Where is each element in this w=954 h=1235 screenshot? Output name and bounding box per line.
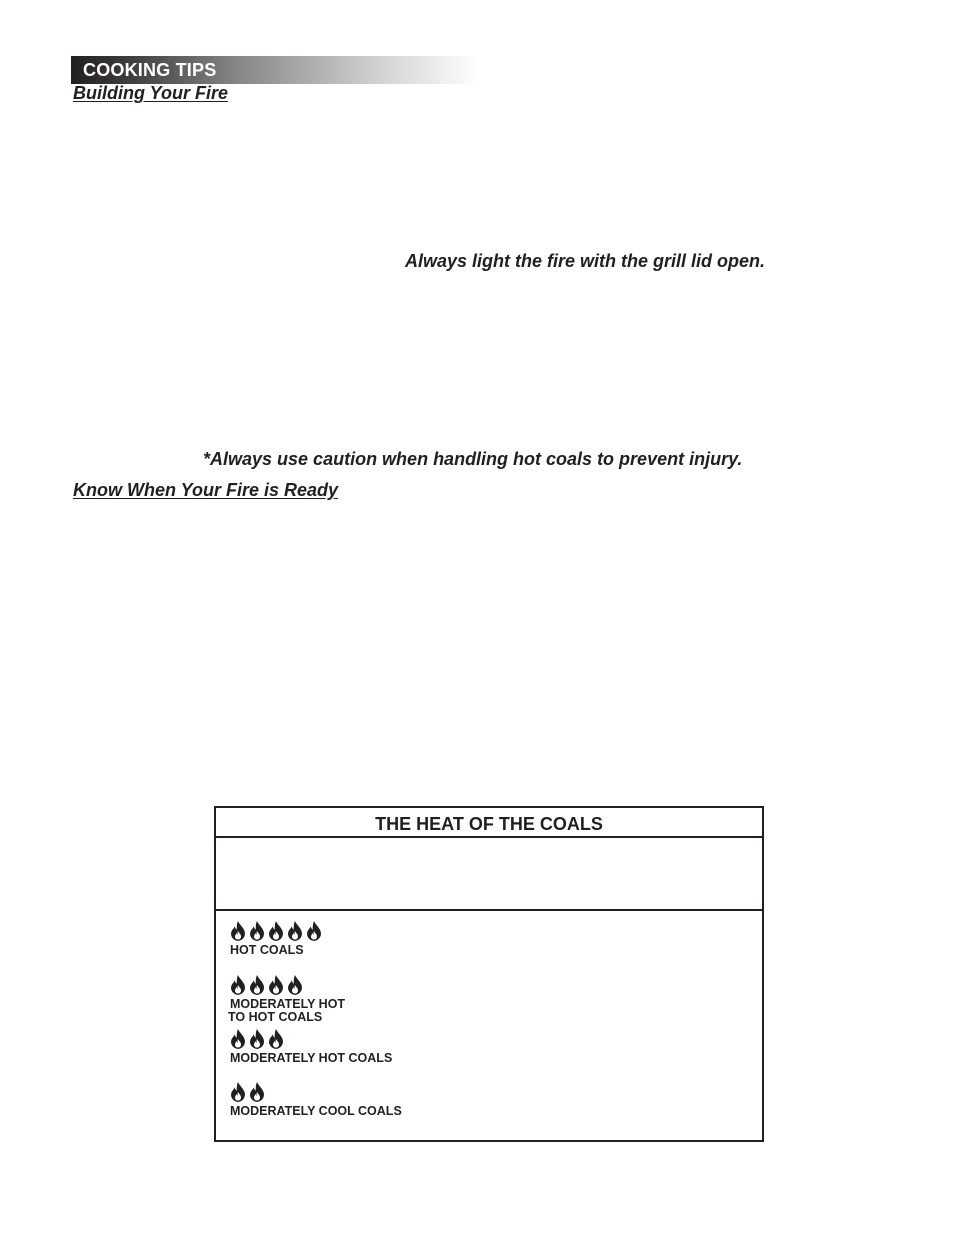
heat-level-label: MODERATELY HOT TO HOT COALS: [228, 997, 346, 1024]
flame-icon: [268, 1028, 284, 1050]
heat-level-label: MODERATELY COOL COALS: [230, 1104, 402, 1118]
flame-icon: [268, 920, 284, 942]
heat-table-title: THE HEAT OF THE COALS: [216, 808, 762, 838]
flame-icon: [287, 974, 303, 996]
flame-rating: [230, 1081, 402, 1103]
section-title: COOKING TIPS: [83, 60, 217, 80]
flame-icon: [230, 974, 246, 996]
flame-icon: [306, 920, 322, 942]
flame-icon: [287, 920, 303, 942]
flame-rating: [230, 1028, 392, 1050]
lid-open-note: Always light the fire with the grill lid open.: [405, 251, 766, 271]
flame-icon: [230, 1081, 246, 1103]
section-header-bar: [71, 56, 479, 84]
caution-note: *Always use caution when handling hot coals to prevent injury.: [203, 449, 743, 469]
flame-icon: [230, 920, 246, 942]
flame-icon: [268, 974, 284, 996]
building-fire-heading: Building Your Fire: [73, 83, 229, 103]
flame-icon: [230, 1028, 246, 1050]
fire-ready-heading: Know When Your Fire is Ready: [73, 480, 339, 500]
heat-level-label: MODERATELY HOT COALS: [230, 1051, 393, 1065]
heat-table-description-cell: [216, 838, 762, 911]
heat-of-coals-table: [214, 806, 764, 1142]
heat-level-moderately-hot-to-hot: [230, 974, 345, 1024]
heat-level-moderately-cool: [230, 1081, 402, 1118]
flame-rating: [230, 974, 345, 996]
heat-level-label: HOT COALS: [230, 943, 304, 957]
heat-level-hot: [230, 920, 322, 957]
flame-icon: [249, 974, 265, 996]
flame-rating: [230, 920, 322, 942]
heat-level-moderately-hot: [230, 1028, 392, 1065]
flame-icon: [249, 920, 265, 942]
flame-icon: [249, 1028, 265, 1050]
flame-icon: [249, 1081, 265, 1103]
